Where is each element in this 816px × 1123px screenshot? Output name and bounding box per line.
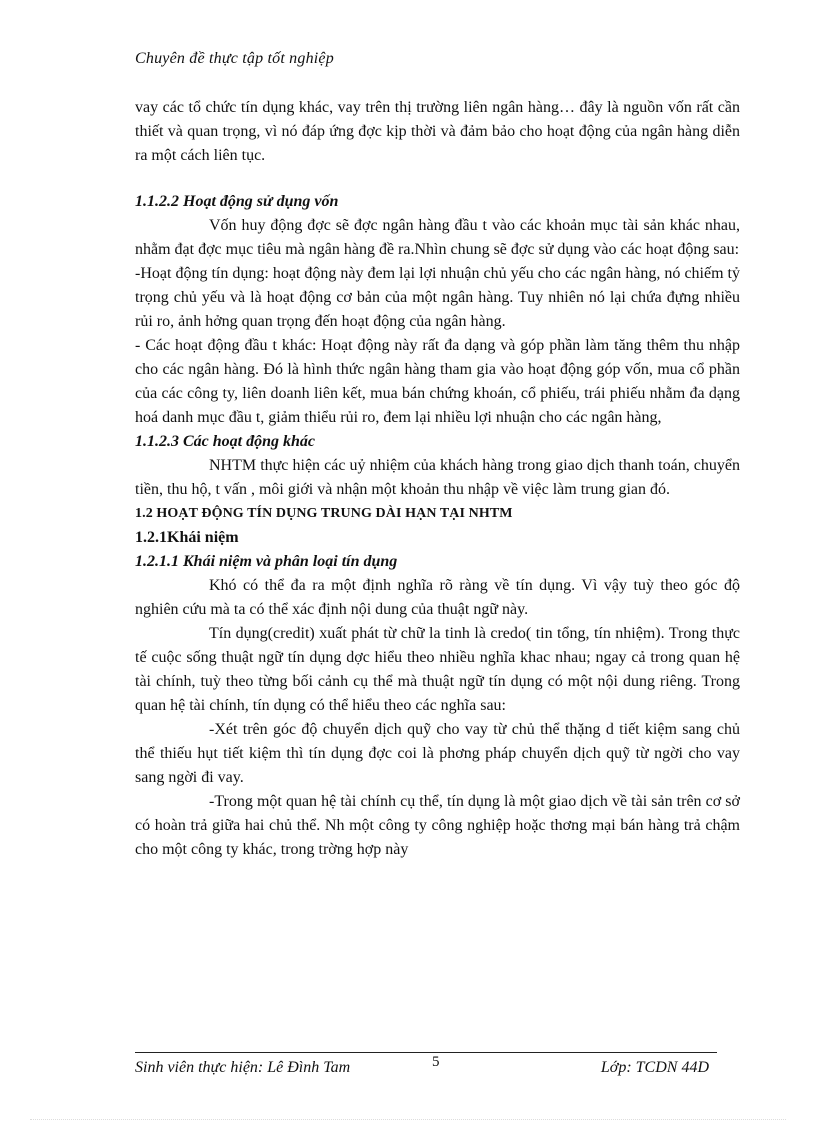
section-heading: 1.1.2.2 Hoạt động sử dụng vốn [135, 193, 339, 210]
paragraph: -Trong một quan hệ tài chính cụ thể, tín dụng là một giao dịch về tài sản trên cơ sở có hoàn trả giữa hai chủ thể. Nh một công ty công nghiệp hoặc thơng mại bán hàng trả chậm cho một công ty khác, trong trờng hợp này [135, 793, 740, 858]
section-heading: 1.1.2.3 Các hoạt động khác [135, 433, 316, 450]
paragraph: -Hoạt động tín dụng: hoạt động này đem lại lợi nhuận chủ yếu cho các ngân hàng, nó chiếm tỷ trọng chủ yếu và là hoạt động cơ bản của một ngân hàng. Tuy nhiên nó lại chứa đựng nhiều rủi ro, ảnh hởng quan trọng đến hoạt động của ngân hàng. [135, 265, 740, 330]
class-label: Lớp: TCDN 44D [600, 1059, 709, 1076]
paragraph: -Xét trên góc độ chuyển dịch quỹ cho vay từ chủ thể thặng d tiết kiệm sang chủ thể thiếu hụt tiết kiệm thì tín dụng đợc coi là phơng pháp chuyển dịch quỹ từ ngời cho vay sang ngời đi vay. [135, 721, 740, 786]
page-header: Chuyên đề thực tập tốt nghiệp [135, 50, 334, 67]
footer-divider [135, 1052, 717, 1053]
chapter-heading: 1.2 HOẠT ĐỘNG TÍN DỤNG TRUNG DÀI HẠN TẠI NHTM [135, 506, 513, 521]
page-number: 5 [432, 1054, 440, 1070]
section-heading: 1.2.1Khái niệm [135, 529, 239, 546]
paragraph: NHTM thực hiện các uỷ nhiệm của khách hàng trong giao dịch thanh toán, chuyển tiền, thu hộ, t vấn , môi giới và nhận một khoản thu nhập về việc làm trung gian đó. [135, 457, 740, 498]
student-name: Sinh viên thực hiện: Lê Đình Tam [135, 1059, 351, 1076]
section-heading: 1.2.1.1 Khái niệm và phân loại tín dụng [135, 553, 398, 570]
paragraph: Vốn huy động đợc sẽ đợc ngân hàng đầu t vào các khoản mục tài sản khác nhau, nhằm đạt đợc mục tiêu mà ngân hàng đề ra.Nhìn chung sẽ đợc sử dụng vào các hoạt động sau: [135, 217, 740, 258]
body-content [135, 96, 740, 862]
paragraph: vay các tổ chức tín dụng khác, vay trên thị trường liên ngân hàng… đây là nguồn vốn rất cần thiết và quan trọng, vì nó đáp ứng đợc kịp thời và đảm bảo cho hoạt động của ngân hàng diễn ra một cách liên tục. [135, 99, 740, 164]
paragraph: Khó có thể đa ra một định nghĩa rõ ràng về tín dụng. Vì vậy tuỳ theo góc độ nghiên cứu mà ta có thể xác định nội dung của thuật ngữ này. [135, 577, 740, 618]
page-footer [135, 1054, 717, 1083]
paragraph: - Các hoạt động đầu t khác: Hoạt động này rất đa dạng và góp phần làm tăng thêm thu nhập cho các ngân hàng. Đó là hình thức ngân hàng tham gia vào hoạt động góp vốn, mua cổ phần của các công ty, liên doanh liên kết, mua bán chứng khoán, cổ phiếu, trái phiếu nhằm đa dạng hoá danh mục đầu t, giảm thiểu rủi ro, đem lại nhiều lợi nhuận cho các ngân hàng, [135, 337, 740, 426]
paragraph: Tín dụng(credit) xuất phát từ chữ la tinh là credo( tin tổng, tín nhiệm). Trong thực tế cuộc sống thuật ngữ tín dụng dợc hiểu theo nhiều nghĩa khac nhau; ngay cả trong quan hệ tài chính, tuỳ theo từng bối cảnh cụ thể mà thuật ngữ tín dụng có một nội dung riêng. Trong quan hệ tài chính, tín dụng có thể hiểu theo các nghĩa sau: [135, 625, 740, 714]
page-edge-divider [30, 1119, 786, 1120]
